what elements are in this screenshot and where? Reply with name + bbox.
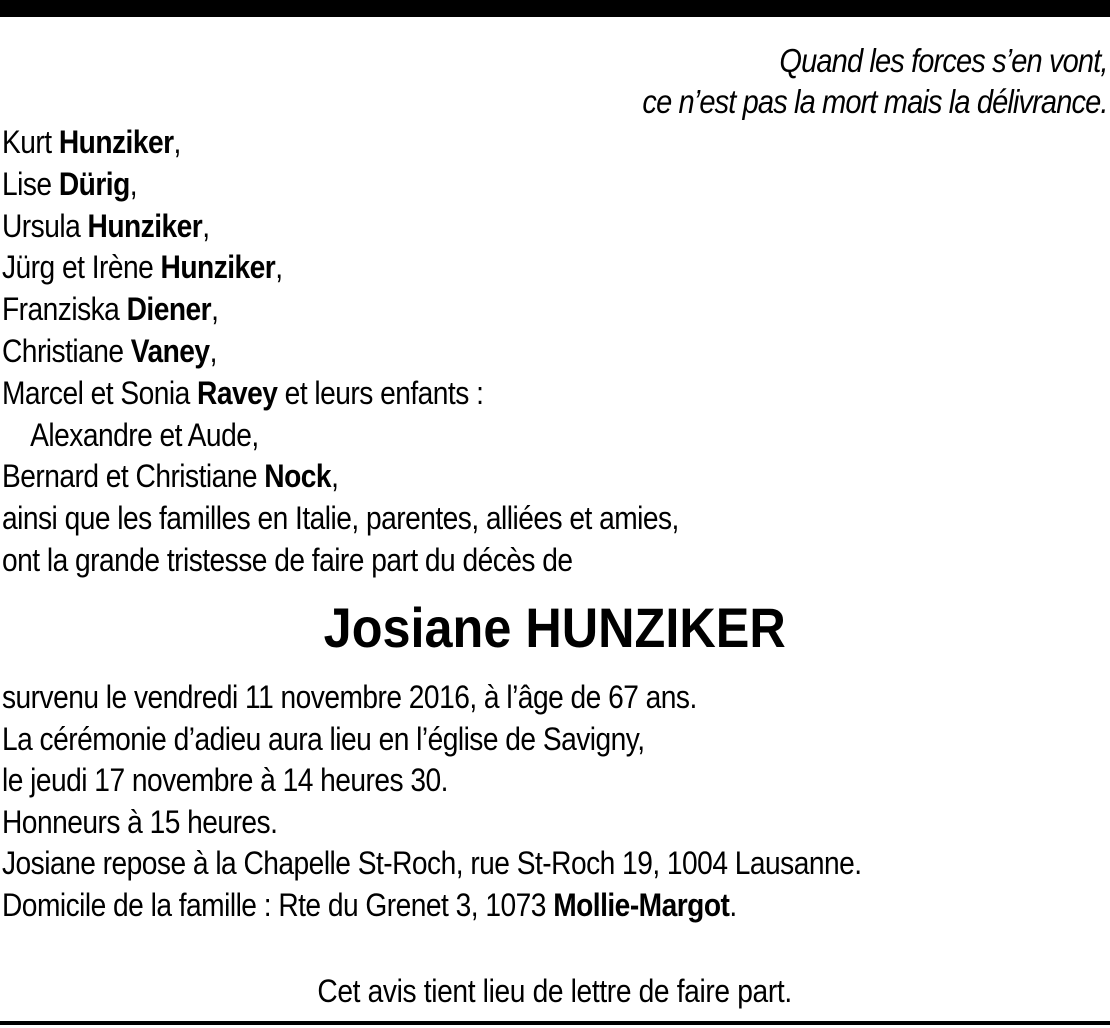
family-member-last-name: Diener [126, 291, 212, 328]
family-member-suffix: , [129, 165, 138, 202]
family-member-first-name: Ursula [2, 207, 88, 244]
family-member [2, 206, 679, 248]
family-member-suffix: , [275, 249, 283, 286]
details-line-1: survenu le vendredi 11 novembre 2016, à l’âge de 67 ans. [2, 679, 697, 715]
footer-note [0, 970, 1110, 1012]
family-member-first-name: Alexandre et Aude, [30, 416, 259, 453]
family-member-suffix: , [173, 124, 181, 160]
details-line-3: le jeudi 17 novembre à 14 heures 30. [2, 762, 448, 798]
family-member [2, 122, 679, 164]
family-member [2, 456, 679, 498]
deceased-name-text: Josiane HUNZIKER [323, 596, 787, 659]
family-member-first-name: Kurt [2, 124, 59, 160]
family-member-first-name: Marcel et Sonia [2, 374, 198, 411]
epigraph [643, 40, 1108, 122]
domicile-address: Domicile de la famille : Rte du Grenet 3, 1073 [2, 886, 554, 923]
family-member [2, 331, 679, 373]
family-member-suffix: , [211, 291, 219, 328]
family-member-last-name: Hunziker [87, 207, 203, 244]
family-member [2, 373, 679, 415]
family-member-first-name: Bernard et Christiane [2, 458, 265, 495]
family-member-first-name: Jürg et Irène [2, 249, 161, 286]
family-member-last-name: Dürig [58, 165, 130, 202]
details-line-2: La cérémonie d’adieu aura lieu en l’église de Savigny, [2, 720, 645, 757]
bottom-rule [0, 1021, 1110, 1025]
family-member-children [2, 415, 679, 457]
family-member-first-name: Franziska [2, 291, 127, 328]
domicile-line [2, 885, 862, 927]
family-member-first-name: Lise [2, 165, 59, 202]
family-member-suffix: , [209, 332, 217, 369]
family-member-suffix: et leurs enfants : [277, 374, 484, 411]
announcement-line-1: ainsi que les familles en Italie, parentes, alliées et amies, [2, 500, 679, 537]
domicile-suffix: . [729, 886, 737, 923]
family-member-first-name: Christiane [2, 332, 131, 369]
family-member-suffix: , [202, 207, 210, 244]
family-member [2, 247, 679, 289]
family-member-last-name: Ravey [197, 374, 278, 411]
footer-note-text: Cet avis tient lieu de lettre de faire part. [317, 973, 793, 1009]
family-member-suffix: , [331, 458, 339, 495]
family-member [2, 164, 679, 206]
announcement-line-2: ont la grande tristesse de faire part du décès de [2, 541, 573, 578]
ceremony-details [2, 677, 862, 926]
deceased-name [0, 594, 1110, 662]
details-line-5: Josiane repose à la Chapelle St-Roch, rue St-Roch 19, 1004 Lausanne. [2, 845, 862, 881]
family-member-last-name: Hunziker [160, 249, 276, 286]
epigraph-line-1: Quand les forces s’en vont, [779, 42, 1108, 79]
domicile-place: Mollie-Margot [553, 886, 730, 923]
family-list [2, 122, 679, 582]
epigraph-line-2: ce n’est pas la mort mais la délivrance. [642, 83, 1108, 120]
details-line-4: Honneurs à 15 heures. [2, 803, 278, 840]
top-rule [0, 0, 1110, 17]
family-member-last-name: Vaney [130, 332, 210, 369]
family-member-last-name: Nock [264, 458, 332, 495]
family-member-last-name: Hunziker [58, 124, 174, 160]
family-member [2, 289, 679, 331]
